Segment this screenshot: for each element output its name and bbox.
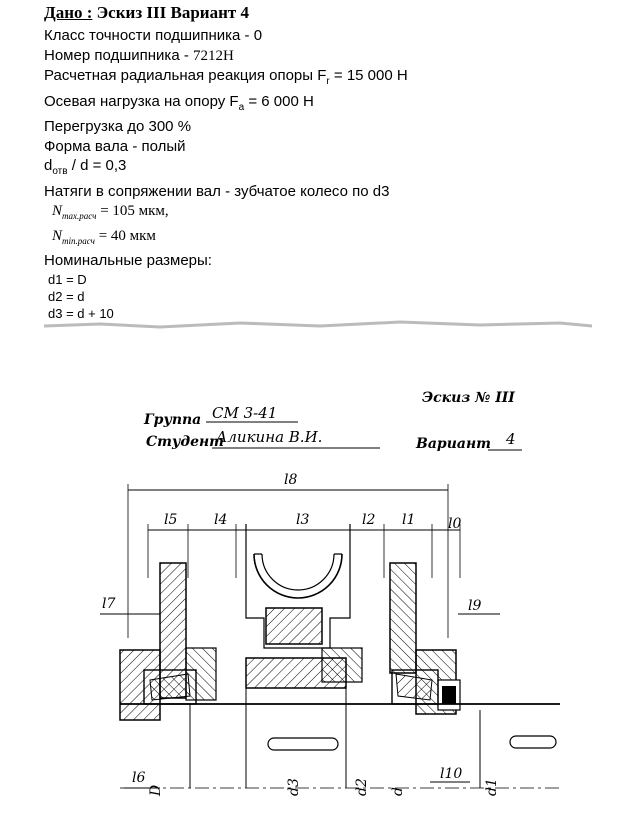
dim-l4: l4	[214, 512, 228, 528]
given-heading-title: Эскиз III Вариант 4	[92, 3, 249, 22]
sketch-drawing	[40, 318, 596, 818]
dim-l8: l8	[284, 472, 298, 488]
sketch-title: Эскиз № III	[422, 390, 515, 406]
gear-wheel-arc	[254, 554, 342, 598]
nominal-d1: d1 = D	[48, 271, 87, 287]
dim-l2: l2	[362, 512, 376, 528]
dim-l7: l7	[102, 596, 116, 612]
dim-l0: l0	[448, 516, 462, 532]
dim-l3: l3	[296, 512, 310, 528]
gear-hub-upper	[266, 608, 322, 644]
n-max-line: $N_{max.расч} = 105$ мкм,	[52, 203, 169, 221]
given-heading-label: Дано :	[44, 3, 93, 22]
variant-label: Вариант	[416, 436, 491, 452]
interference-line: Натяги в сопряжении вал - зубчатое колесо по d3	[44, 182, 390, 200]
shaft	[120, 688, 560, 788]
overload-line: Перегрузка до 300 %	[44, 118, 192, 135]
given-heading	[44, 2, 604, 24]
dim-l1: l1	[402, 512, 416, 528]
shaft-form-line: Форма вала - полый	[44, 137, 186, 155]
variant-value: 4	[506, 430, 516, 448]
nominal-d2: d2 = d	[48, 288, 85, 304]
dim-l9: l9	[468, 598, 482, 614]
dim-d1: d1	[484, 778, 500, 796]
n-min-line: $N_{min.расч} = 40$ мкм	[52, 228, 156, 246]
dim-D: D	[148, 784, 164, 796]
group-label: Группа	[144, 412, 202, 428]
paper-edge	[44, 322, 592, 327]
dim-l10: l10	[440, 766, 463, 782]
dim-d2: d2	[354, 778, 370, 796]
axial-load-line: Осевая нагрузка на опору $F_a = 6$ 000 H	[44, 92, 314, 113]
right-housing	[390, 563, 416, 673]
bearing-number-line: Номер подшипника - 7212H	[44, 46, 234, 64]
nominal-d3: d3 = d + 10	[48, 305, 114, 321]
dim-d: d	[390, 787, 406, 796]
group-value: СМ 3-41	[212, 404, 278, 422]
radial-reaction-line: Расчетная радиальная реакция опоры $F_r = 15$ 000 H	[44, 67, 408, 87]
dim-d3: d3	[286, 778, 302, 796]
dim-l6: l6	[132, 770, 146, 786]
given-section	[44, 2, 604, 322]
accuracy-class-line: Класс точности подшипника - 0	[44, 27, 263, 44]
ratio-line: $d_{отв} / d = 0,3$	[44, 157, 127, 177]
student-label: Студент	[146, 434, 224, 450]
nominal-title: Номинальные размеры:	[44, 252, 212, 269]
dim-l5: l5	[164, 512, 178, 528]
keyway	[268, 738, 338, 750]
student-value: Аликина В.И.	[216, 428, 323, 446]
